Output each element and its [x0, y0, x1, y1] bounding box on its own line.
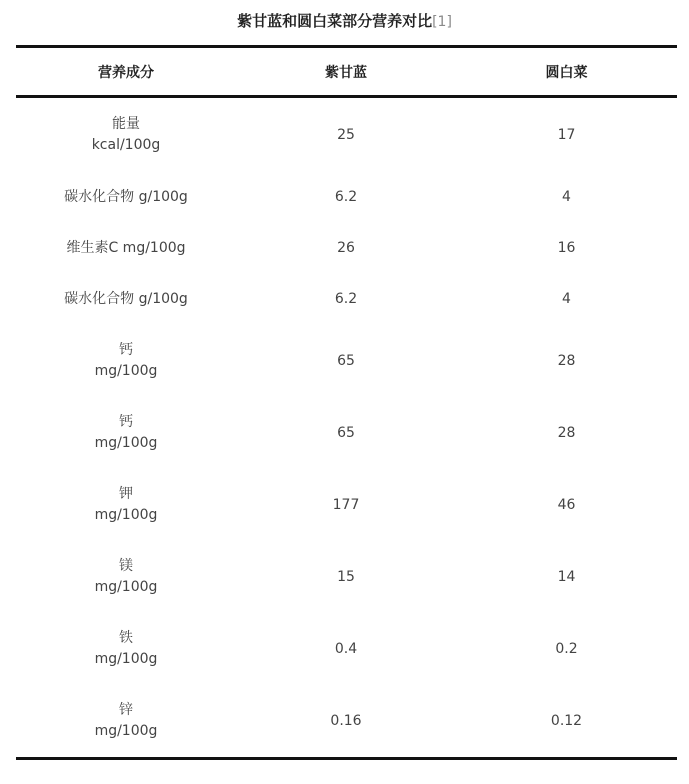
header-purple-cabbage: 紫甘蓝	[325, 64, 367, 81]
table-row	[16, 469, 677, 541]
cabbage-value: 4	[562, 291, 571, 307]
nutrient-unit: mg/100g	[94, 507, 158, 523]
nutrition-table	[16, 45, 677, 760]
cabbage-value: 28	[557, 424, 576, 441]
nutrient-name: 能量	[112, 116, 140, 132]
table-row	[16, 325, 677, 397]
nutrient-cell	[16, 114, 236, 156]
nutrient-unit: mg/100g	[94, 579, 158, 595]
nutrient-cell	[16, 187, 236, 208]
purple-cabbage-value: 0.4	[334, 640, 358, 657]
cabbage-value: 28	[557, 352, 576, 369]
table-row	[16, 223, 677, 274]
citation-link[interactable]: [1]	[432, 14, 452, 30]
purple-cabbage-value: 25	[337, 126, 355, 143]
nutrient-cell	[16, 484, 236, 526]
purple-cabbage-value: 0.16	[330, 712, 362, 729]
nutrient-cell	[16, 238, 236, 259]
table-body	[16, 98, 677, 757]
nutrient-unit: kcal/100g	[91, 137, 161, 153]
nutrient-name: 钾	[119, 486, 133, 502]
nutrient-cell	[16, 556, 236, 598]
cabbage-value: 14	[557, 568, 576, 585]
purple-cabbage-value: 65	[337, 424, 355, 441]
nutrient-unit: mg/100g	[94, 723, 158, 739]
nutrient-name: 铁	[119, 630, 133, 646]
nutrient-cell	[16, 412, 236, 454]
nutrient-cell	[16, 700, 236, 742]
cabbage-value: 0.12	[550, 712, 583, 729]
cabbage-value: 17	[557, 126, 576, 143]
purple-cabbage-value: 65	[337, 352, 355, 369]
cabbage-value: 16	[557, 240, 576, 256]
nutrient-name: 锌	[119, 702, 133, 718]
header-cabbage: 圆白菜	[545, 64, 588, 81]
table-row	[16, 274, 677, 325]
cabbage-value: 46	[557, 496, 576, 513]
purple-cabbage-value: 6.2	[334, 189, 358, 205]
nutrient-cell	[16, 628, 236, 670]
cabbage-value: 0.2	[555, 640, 578, 657]
table-row	[16, 541, 677, 613]
table-row	[16, 98, 677, 172]
nutrient-unit: mg/100g	[94, 651, 158, 667]
nutrient-unit: mg/100g	[94, 363, 158, 379]
table-title	[0, 8, 689, 34]
table-row	[16, 613, 677, 685]
nutrient-name: 维生素C mg/100g	[66, 240, 186, 256]
table-title-text: 紫甘蓝和圆白菜部分营养对比	[237, 12, 433, 30]
header-nutrient: 营养成分	[98, 64, 154, 81]
nutrient-name: 镁	[119, 558, 133, 574]
nutrient-cell	[16, 340, 236, 382]
purple-cabbage-value: 26	[337, 240, 355, 256]
table-header-row	[16, 48, 677, 98]
table-row	[16, 397, 677, 469]
purple-cabbage-value: 6.2	[334, 291, 358, 307]
table-row	[16, 172, 677, 223]
nutrient-name: 钙	[119, 342, 133, 358]
purple-cabbage-value: 15	[337, 568, 355, 585]
nutrient-name: 钙	[119, 414, 133, 430]
nutrient-name: 碳水化合物 g/100g	[64, 189, 188, 205]
nutrient-name: 碳水化合物 g/100g	[64, 291, 188, 307]
purple-cabbage-value: 177	[332, 496, 360, 513]
nutrient-unit: mg/100g	[94, 435, 158, 451]
nutrient-cell	[16, 289, 236, 310]
table-row	[16, 685, 677, 757]
cabbage-value: 4	[562, 189, 571, 205]
